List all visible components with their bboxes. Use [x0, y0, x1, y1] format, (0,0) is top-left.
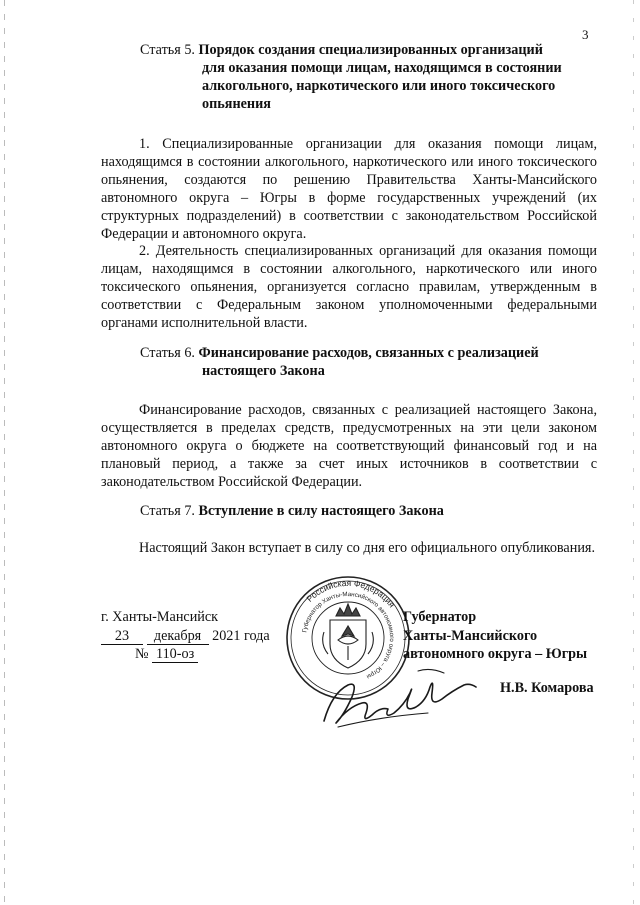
signoff-year: 2021 года — [212, 627, 270, 644]
signoff-number-prefix: № — [135, 646, 149, 662]
article6-heading — [140, 345, 539, 363]
handwritten-signature — [318, 663, 482, 735]
signoff-day: 23 — [101, 629, 143, 645]
article5-title-line4: опьянения — [202, 96, 271, 112]
signoff-block — [101, 608, 270, 664]
governor-title-line2: Ханты-Мансийского — [403, 627, 538, 644]
signoff-number: 110-оз — [152, 647, 198, 663]
signoff-date — [101, 627, 270, 646]
article6-title-line1: Финансирование расходов, связанных с реализацией — [198, 345, 539, 361]
article6-paragraph: Финансирование расходов, связанных с реализацией настоящего Закона, осуществляется в пределах средств, предусмотренных на эти цели законом автономного округа о бюджете на соответствующий финансовый год и на плановый период, а также за счет иных источников в соответствии с законодательством Российской Федерации. — [101, 402, 597, 490]
article5-title-line2: для оказания помощи лицам, находящимся в состоянии — [202, 60, 562, 76]
page-number: 3 — [582, 27, 589, 42]
governor-name: Н.В. Комарова — [500, 680, 594, 696]
scan-edge-right — [633, 0, 634, 905]
governor-title-line3: автономного округа – Югры — [403, 646, 588, 662]
article7-paragraph: Настоящий Закон вступает в силу со дня его официального опубликования. — [139, 540, 595, 556]
article7-title: Вступление в силу настоящего Закона — [198, 503, 444, 519]
article5-heading — [140, 42, 543, 60]
scan-edge-left — [4, 0, 5, 905]
article7-label: Статья 7. — [140, 503, 195, 519]
article5-paragraph-1: 1. Специализированные организации для оказания помощи лицам, находящимся в состоянии алкогольного, наркотического или иного токсического опьянения, создаются по решению Правительства Ханты-Мансийского автономного округа – Югры в форме государственных учреждений (их структурных подразделений) в соответствии с законодательством Российской Федерации и автономного округа. — [101, 136, 597, 242]
signoff-number-line — [101, 645, 270, 664]
article5-title-line3: алкогольного, наркотического или иного токсического — [202, 78, 556, 94]
article6-label: Статья 6. — [140, 345, 195, 361]
governor-title-line1: Губернатор — [403, 609, 477, 625]
signoff-city: г. Ханты-Мансийск — [101, 609, 219, 625]
governor-title — [403, 608, 587, 664]
article5-label: Статья 5. — [140, 42, 195, 58]
signoff-month: декабря — [147, 629, 209, 645]
seal-inner-text: Губернатор Ханты-Мансийского автономного округа – Югры — [301, 590, 396, 681]
article7-heading — [140, 503, 444, 521]
article6-title-line2: настоящего Закона — [202, 363, 325, 379]
article5-title-line1: Порядок создания специализированных организаций — [198, 42, 543, 58]
seal-outer-text: Российская Федерация — [304, 577, 398, 610]
coat-of-arms-icon — [323, 604, 374, 668]
article5-paragraph-2: 2. Деятельность специализированных организаций для оказания помощи лицам, находящимся в состоянии алкогольного, наркотического или иного токсического опьянения, организуется согласно правилам, утвержденным в соответствии с Федеральным законом уполномоченными федеральными органами исполнительной власти. — [101, 243, 597, 331]
